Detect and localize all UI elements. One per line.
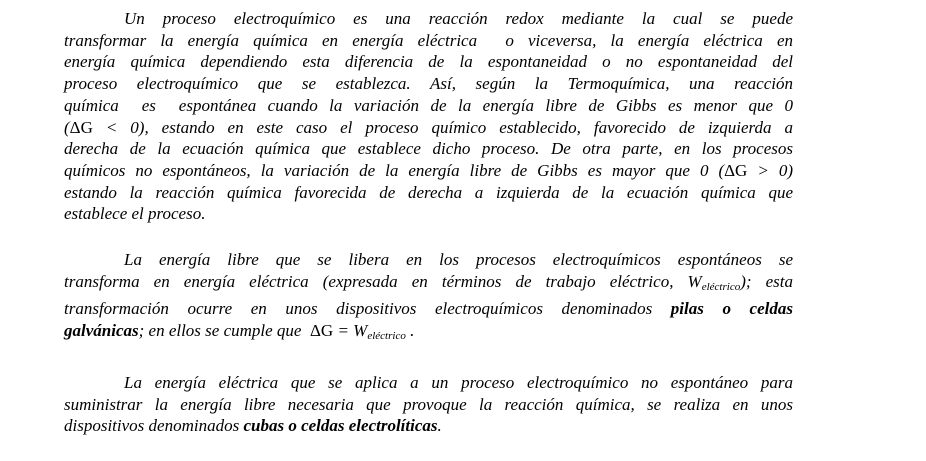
math-symbol-run: ΔG [309, 321, 334, 341]
math-symbol-run: ΔG [724, 160, 748, 180]
text-run: químicos no espontáneos, la variación de la energía libre de Gibbs es mayor que 0 ( [64, 160, 725, 180]
text-run: ( [64, 117, 70, 137]
text-run: transformar la energía química en energía eléctrica o viceversa, la energía eléctrica en [64, 30, 793, 50]
subscript-run: eléctrico [367, 330, 406, 343]
math-symbol-run: ΔG [69, 117, 93, 137]
text-line [64, 394, 793, 416]
text-line [64, 182, 793, 204]
text-run: transformación ocurre en unos dispositivos electroquímicos denominados [64, 299, 671, 319]
text-run: > 0) [747, 160, 793, 180]
text-run: La energía libre que se libera en los procesos electroquímicos espontáneos se [124, 250, 793, 270]
text-run: . [437, 416, 442, 436]
text-line [64, 95, 793, 117]
document-page [64, 8, 793, 461]
text-line [64, 271, 793, 299]
text-line [64, 372, 793, 394]
text-line [64, 160, 793, 182]
text-line [64, 30, 793, 52]
text-line [64, 298, 793, 320]
text-line [64, 320, 793, 348]
text-run: ; en ellos se cumple que [138, 321, 310, 341]
text-line [64, 415, 793, 437]
text-run: química es espontánea cuando la variación de la energía libre de Gibbs es menor que 0 [64, 95, 793, 115]
bold-text-run: cubas o celdas electrolíticas [243, 416, 438, 436]
text-run: suministrar la energía libre necesaria que provoque la reacción química, se realiza en unos [64, 394, 793, 414]
text-run: derecha de la ecuación química que establece dicho proceso. De otra parte, en los procesos [64, 139, 793, 159]
subscript-run: eléctrico [701, 280, 741, 293]
text-run: dispositivos denominados [64, 416, 244, 436]
text-line [64, 117, 793, 139]
text-run: La energía eléctrica que se aplica a un proceso electroquímico no espontáneo para [124, 372, 793, 392]
text-run: estando la reacción química favorecida de derecha a izquierda de la ecuación química que [64, 182, 793, 202]
text-line [64, 73, 793, 95]
text-line [64, 51, 793, 73]
text-line [64, 249, 793, 271]
text-run: transforma en energía eléctrica (expresada en términos de trabajo eléctrico, W [64, 271, 702, 291]
paragraph [64, 249, 793, 348]
text-run: . [405, 321, 415, 341]
bold-text-run: galvánicas [64, 321, 139, 341]
paragraph [64, 372, 793, 437]
text-line [64, 8, 793, 30]
text-run: establece el proceso. [64, 204, 206, 224]
text-line [64, 203, 793, 225]
text-run: = W [333, 321, 368, 341]
text-run: energía química dependiendo esta diferencia de la espontaneidad o no espontaneidad del [64, 52, 793, 72]
text-run: < 0), estando en este caso el proceso químico establecido, favorecido de izquierda a [92, 117, 793, 137]
text-run: ); esta [740, 271, 793, 291]
paragraph [64, 8, 793, 225]
bold-text-run: pilas o celdas [670, 299, 793, 319]
text-run: Un proceso electroquímico es una reacción redox mediante la cual se puede [124, 9, 793, 28]
text-run: proceso electroquímico que se establezca. Así, según la Termoquímica, una reacción [64, 74, 793, 94]
text-line [64, 138, 793, 160]
